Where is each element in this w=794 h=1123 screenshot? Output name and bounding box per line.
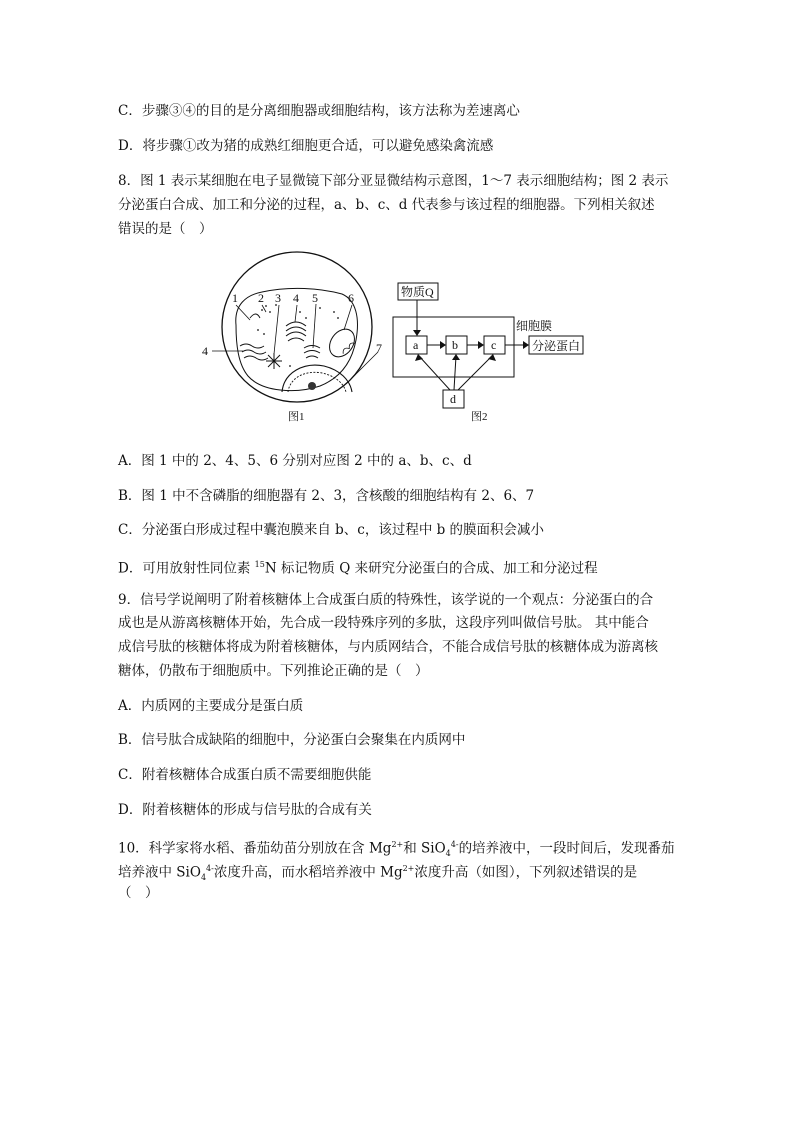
q9-stem-line1: 9．信号学说阐明了附着核糖体上合成蛋白质的特殊性，该学说的一个观点：分泌蛋白的合 xyxy=(118,592,654,608)
q9-option-c: C．附着核糖体合成蛋白质不需要细胞供能 xyxy=(118,767,372,783)
q9-stem-line4: 糖体，仍散布于细胞质中。下列推论正确的是（ ） xyxy=(118,663,429,679)
q10-l2-text-c: 浓度升高（如图），下列叙述错误的是 xyxy=(414,864,638,881)
q10-l1-text-c: 的培养液中，一段时间后，发现番茄 xyxy=(458,840,675,857)
q10-l2-text-b: 浓度升高，而水稻培养液中 Mg xyxy=(213,864,403,881)
q9-stem-line2: 成也是从游离核糖体开始，先合成一段特殊序列的多肽，这段序列叫做信号肽。 其中能合 xyxy=(118,615,649,631)
q9-option-d: D．附着核糖体的形成与信号肽的合成有关 xyxy=(118,802,372,818)
q8-stem-line1: 8．图 1 表示某细胞在电子显微镜下部分亚显微结构示意图，1～7 表示细胞结构；图 2 表示 xyxy=(118,173,669,189)
q8-option-d xyxy=(118,556,598,578)
option-c-previous: C．步骤③④的目的是分离细胞器或细胞结构，该方法称为差速离心 xyxy=(118,103,520,119)
q10-l2-sup-si: 4- xyxy=(206,864,214,873)
fig2-organelle-c: c xyxy=(491,338,497,352)
figure1-cell-diagram xyxy=(202,252,382,423)
fig2-membrane-label: 细胞膜 xyxy=(516,319,553,333)
fig1-label-4-left: 4 xyxy=(202,344,208,358)
q10-l1-text-b: 和 SiO xyxy=(403,840,446,857)
fig2-secreted-protein: 分泌蛋白 xyxy=(532,339,581,353)
fig1-label-7: 7 xyxy=(376,341,382,355)
q9-stem-line3: 成信号肽的核糖体将成为附着核糖体，与内质网结合，不能合成信号肽的核糖体成为游离核 xyxy=(118,639,658,655)
fig2-substance-q: 物质Q xyxy=(401,285,434,299)
q10-l1-text-a: 10．科学家将水稻、番茄幼苗分别放在含 Mg xyxy=(118,840,392,857)
q10-stem-line3: （ ） xyxy=(118,885,159,901)
fig1-label-2: 2 xyxy=(258,291,264,305)
fig1-label-4-top: 4 xyxy=(293,291,299,305)
q10-stem-line2 xyxy=(118,860,637,887)
q8-option-d-sup: 15 xyxy=(254,560,265,569)
q10-l1-sub-si: 4 xyxy=(445,849,451,859)
figure2-caption: 图2 xyxy=(471,411,488,423)
q8-option-c: C．分泌蛋白形成过程中囊泡膜来自 b、c，该过程中 b 的膜面积会减小 xyxy=(118,522,545,538)
q8-stem-line2: 分泌蛋白合成、加工和分泌的过程，a、b、c、d 代表参与该过程的细胞器。下列相关叙述 xyxy=(118,197,655,213)
q10-l1-sup-mg: 2+ xyxy=(391,840,404,849)
q10-l2-sub-si: 4 xyxy=(200,873,207,883)
figure1-caption: 图1 xyxy=(288,411,305,423)
q9-option-b: B．信号肽合成缺陷的细胞中，分泌蛋白会聚集在内质网中 xyxy=(118,732,466,748)
q10-l1-sup-si: 4- xyxy=(450,840,459,849)
fig1-label-3: 3 xyxy=(275,291,281,305)
option-d-previous: D．将步骤①改为猪的成熟红细胞更合适，可以避免感染禽流感 xyxy=(118,138,494,154)
q8-option-d-text-b: N 标记物质 Q 来研究分泌蛋白的合成、加工和分泌过程 xyxy=(264,560,598,577)
q10-l2-text-a: 培养液中 SiO xyxy=(118,864,201,881)
q10-l2-sup-mg: 2+ xyxy=(402,864,415,873)
fig1-label-6: 6 xyxy=(348,291,354,305)
fig1-label-1: 1 xyxy=(232,291,238,305)
q8-option-d-text-a: D．可用放射性同位素 xyxy=(118,560,255,577)
q8-option-b: B．图 1 中不含磷脂的细胞器有 2、3，含核酸的细胞结构有 2、6、7 xyxy=(118,488,535,504)
fig1-label-5: 5 xyxy=(312,291,318,305)
q8-stem-line3: 错误的是（ ） xyxy=(118,221,213,237)
q9-option-a: A．内质网的主要成分是蛋白质 xyxy=(118,698,304,714)
figure2-flow-diagram xyxy=(393,283,583,423)
fig2-organelle-a: a xyxy=(413,338,419,352)
fig2-organelle-d: d xyxy=(450,392,456,406)
q8-figures xyxy=(0,0,794,440)
fig2-organelle-b: b xyxy=(452,338,458,352)
q8-option-a: A．图 1 中的 2、4、5、6 分别对应图 2 中的 a、b、c、d xyxy=(118,453,472,469)
